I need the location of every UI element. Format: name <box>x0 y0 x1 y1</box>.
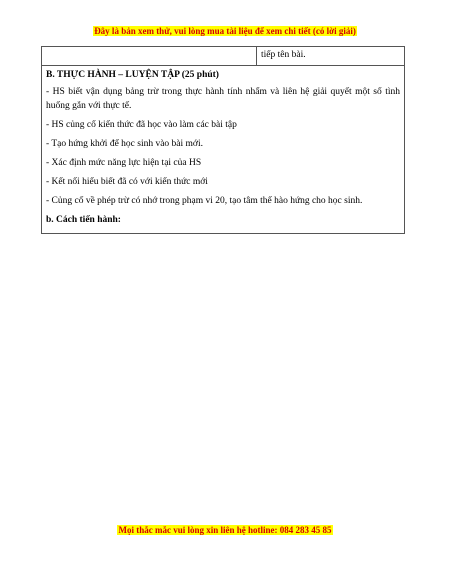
preview-banner-text: Đây là bản xem thử, vui lòng mua tài liệu để xem chi tiết (có lời giải) <box>94 26 356 36</box>
section-cell <box>42 66 405 234</box>
list-item: - Củng cố về phép trừ có nhớ trong phạm vi 20, tạo tâm thế hào hứng cho học sinh. <box>46 196 363 206</box>
section-heading: B. THỰC HÀNH – LUYỆN TẬP (25 phút) <box>46 70 219 80</box>
hotline-banner <box>0 525 450 536</box>
list-item: - Tạo hứng khởi để học sinh vào bài mới. <box>46 139 203 149</box>
hotline-banner-text: Mọi thắc mắc vui lòng xin liên hệ hotline: 084 283 45 85 <box>118 525 332 535</box>
list-item: - Xác định mức năng lực hiện tại của HS <box>46 158 202 168</box>
lesson-table <box>41 46 405 234</box>
preview-banner <box>0 26 450 37</box>
table-row <box>42 66 405 234</box>
continuation-text: tiếp tên bài. <box>261 50 306 60</box>
table-row <box>42 47 405 66</box>
list-item: - Kết nối hiểu biết đã có với kiến thức mới <box>46 177 208 187</box>
list-item: - HS biết vận dụng bảng trừ trong thực hành tính nhẩm và liên hệ giải quyết một số tình huống gắn với thực tế. <box>46 87 400 111</box>
table-cell-continuation <box>257 47 405 66</box>
list-item: - HS củng cố kiến thức đã học vào làm các bài tập <box>46 120 237 130</box>
table-cell-empty <box>42 47 257 66</box>
subheading: b. Cách tiến hành: <box>46 215 121 225</box>
